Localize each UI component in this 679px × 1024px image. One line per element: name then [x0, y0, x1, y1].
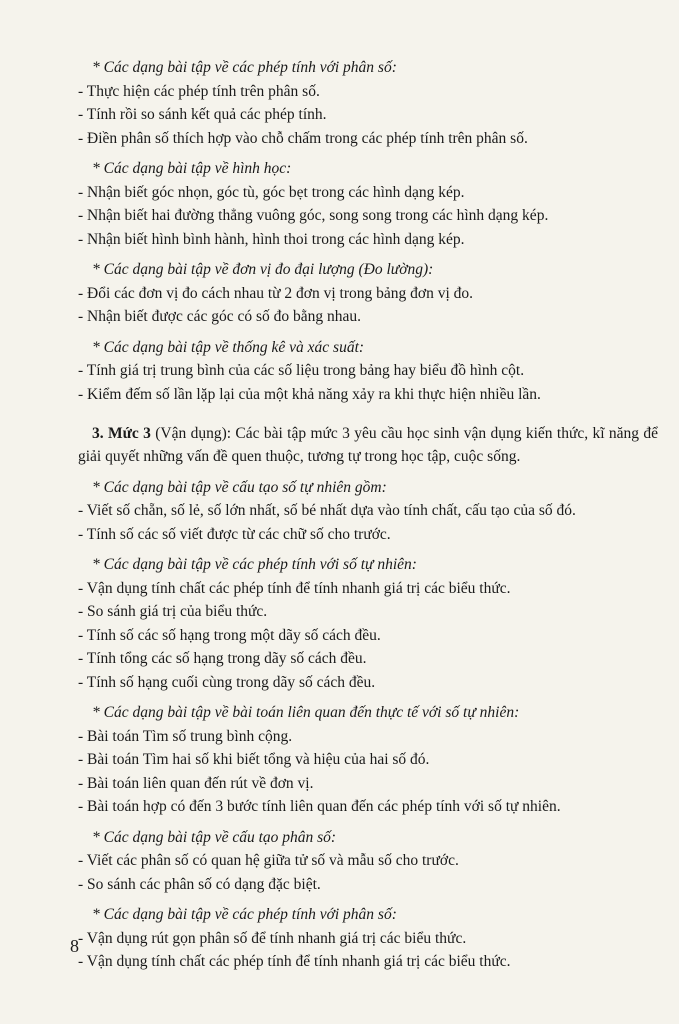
list-item: - Tính giá trị trung bình của các số liệu trong bảng hay biểu đồ hình cột. — [78, 362, 525, 379]
section — [78, 157, 658, 251]
section — [78, 258, 658, 329]
list-item: - So sánh các phân số có dạng đặc biệt. — [78, 875, 321, 893]
section-heading: * Các dạng bài tập về các phép tính với phân số: — [92, 59, 397, 76]
list-item: - Nhận biết được các góc có số đo bằng nhau. — [78, 308, 362, 325]
section-heading: * Các dạng bài tập về bài toán liên quan đến thực tế với số tự nhiên: — [92, 704, 520, 721]
list-item: - Tính rồi so sánh kết quả các phép tính. — [78, 106, 327, 123]
section — [78, 476, 658, 547]
list-item: - Viết số chẵn, số lẻ, số lớn nhất, số bé nhất dựa vào tính chất, cấu tạo của số đó. — [78, 502, 576, 519]
section — [78, 826, 658, 897]
list-item: - Thực hiện các phép tính trên phân số. — [78, 82, 320, 100]
list-item: - Tính số hạng cuối cùng trong dãy số cách đều. — [78, 673, 376, 691]
list-item: - Nhận biết hai đường thẳng vuông góc, song song trong các hình dạng kép. — [78, 207, 549, 224]
list-item: - Đổi các đơn vị đo cách nhau từ 2 đơn vị trong bảng đơn vị đo. — [78, 284, 474, 302]
list-item: - Bài toán liên quan đến rút về đơn vị. — [78, 774, 314, 792]
level-3-text: (Vận dụng): Các bài tập mức 3 yêu cầu học sinh vận dụng kiến thức, kĩ năng để giải quyết những vấn đề quen thuộc, tương tự trong học tập, cuộc sống. — [78, 424, 659, 465]
list-item: - Tính số các số viết được từ các chữ số cho trước. — [78, 525, 391, 543]
section-heading: * Các dạng bài tập về hình học: — [92, 160, 292, 177]
level-3-label: 3. Mức 3 — [92, 424, 151, 442]
list-item: - Điền phân số thích hợp vào chỗ chấm trong các phép tính trên phân số. — [78, 129, 528, 147]
list-item: - Bài toán Tìm hai số khi biết tổng và hiệu của hai số đó. — [78, 751, 430, 768]
list-item: - Nhận biết hình bình hành, hình thoi trong các hình dạng kép. — [78, 230, 465, 248]
sections-group-b — [78, 476, 658, 974]
list-item: - Kiểm đếm số lần lặp lại của một khả năng xảy ra khi thực hiện nhiều lần. — [78, 385, 541, 403]
section-heading: * Các dạng bài tập về cấu tạo phân số: — [92, 828, 337, 846]
section — [78, 701, 658, 819]
section — [78, 56, 658, 150]
list-item: - Vận dụng tính chất các phép tính để tính nhanh giá trị các biểu thức. — [78, 953, 511, 970]
page-number: 8 — [70, 936, 79, 956]
level-3-paragraph — [78, 422, 658, 469]
section — [78, 553, 658, 694]
section-heading: * Các dạng bài tập về các phép tính với phân số: — [92, 906, 397, 923]
list-item: - Tính số các số hạng trong một dãy số cách đều. — [78, 626, 381, 644]
page-content — [78, 56, 658, 981]
sections-group-a — [78, 56, 658, 406]
section-heading: * Các dạng bài tập về cấu tạo số tự nhiên gồm: — [92, 478, 387, 496]
section-heading: * Các dạng bài tập về các phép tính với số tự nhiên: — [92, 556, 417, 573]
list-item: - Viết các phân số có quan hệ giữa tử số và mẫu số cho trước. — [78, 852, 459, 869]
list-item: - Bài toán Tìm số trung bình cộng. — [78, 727, 293, 745]
section-heading: * Các dạng bài tập về đơn vị đo đại lượng (Đo lường): — [92, 261, 434, 278]
list-item: - Bài toán hợp có đến 3 bước tính liên quan đến các phép tính với số tự nhiên. — [78, 798, 561, 815]
section — [78, 336, 658, 407]
list-item: - So sánh giá trị của biểu thức. — [78, 603, 268, 620]
list-item: - Vận dụng tính chất các phép tính để tính nhanh giá trị các biểu thức. — [78, 579, 511, 597]
list-item: - Vận dụng rút gọn phân số để tính nhanh giá trị các biểu thức. — [78, 929, 467, 947]
section-heading: * Các dạng bài tập về thống kê và xác suất: — [92, 338, 365, 356]
list-item: - Nhận biết góc nhọn, góc tù, góc bẹt trong các hình dạng kép. — [78, 183, 465, 201]
section — [78, 903, 658, 974]
list-item: - Tính tổng các số hạng trong dãy số cách đều. — [78, 650, 367, 667]
